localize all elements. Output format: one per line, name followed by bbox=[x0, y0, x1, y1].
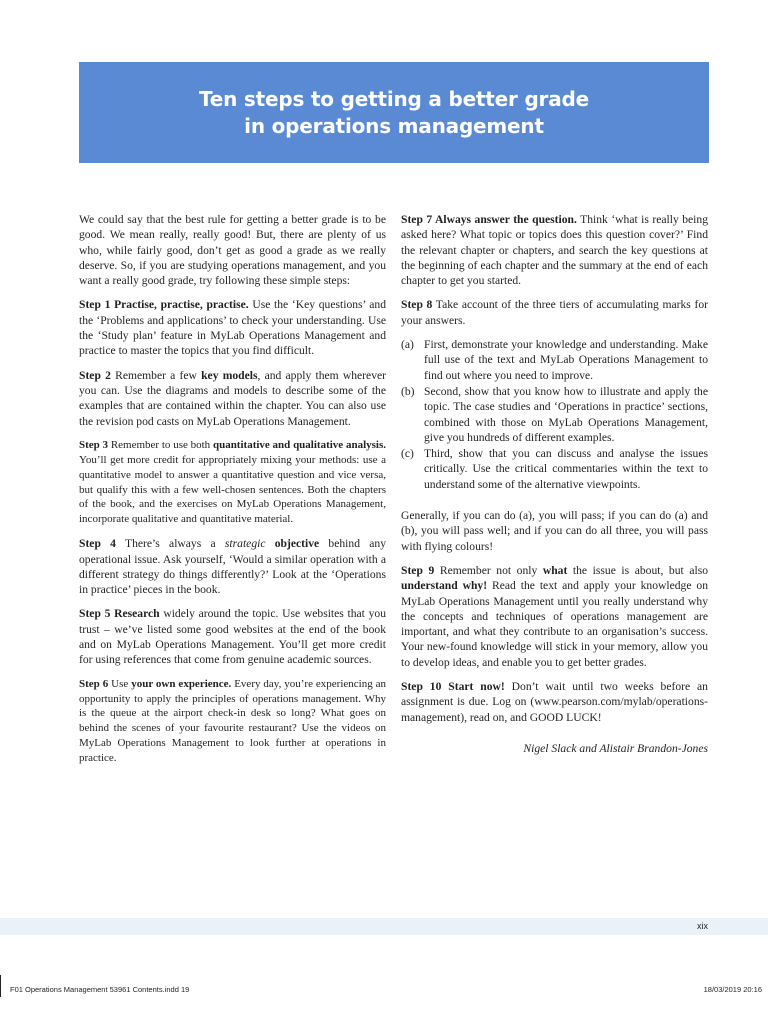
step-9-bold-2: understand why! bbox=[401, 579, 488, 593]
list-item-label: (a) bbox=[401, 338, 414, 352]
step-7 bbox=[401, 212, 708, 288]
step-9-text-c: Read the text and apply your knowledge on MyLab Operations Management until you really understand why the concepts and techniques of operations management are important, and what they contribute to an organisation’s success. Your new-found knowledge will stick in your memory, allow you to develop ideas, and enable you to get better grades. bbox=[401, 579, 708, 669]
slug-left: F01 Operations Management 53961 Contents.indd 19 bbox=[10, 985, 190, 994]
step-5-heading: Step 5 Research bbox=[79, 607, 160, 621]
step-4-text-b: behind any operational issue. Ask yourself, ‘Would a similar operation with a different strategy do things differently?’ Look at the ‘Operations in practice’ pieces in the book. bbox=[79, 537, 386, 597]
title-line-2: in operations management bbox=[244, 113, 544, 138]
step-4-bold: objective bbox=[265, 537, 320, 551]
intro-paragraph: We could say that the best rule for getting a better grade is to be good. We mean really, really good! But, there are plenty of us who, while fairly good, don’t get as good a grade as we really deserve. So, if you are studying operations management, and you want a really good grade, try following these simple steps: bbox=[79, 213, 386, 288]
list-item bbox=[401, 337, 708, 383]
list-item-label: (c) bbox=[401, 447, 414, 461]
step-3-text-a: Remember to use both bbox=[108, 438, 213, 451]
step-3 bbox=[79, 438, 386, 527]
step-2 bbox=[79, 368, 386, 429]
title-line-1: Ten steps to getting a better grade bbox=[198, 86, 589, 111]
step-7-heading: Step 7 Always answer the question. bbox=[401, 213, 577, 226]
list-item-text: Second, show that you know how to illustrate and apply the topic. The case studies and ‘Operations in practice’ sections, combined with those on MyLab Operations Management, give you hundreds of different examples. bbox=[424, 384, 708, 444]
step-3-bold: quantitative and qualitative analysis. bbox=[212, 438, 386, 451]
step-10-body: Don’t wait until two weeks before an assignment is due. Log on (www.pearson.com/mylab/operations-management), read on, and GOOD LUCK! bbox=[401, 680, 708, 724]
step-9-text-b: the issue is about, but also bbox=[567, 563, 708, 577]
step-3-label: Step 3 bbox=[79, 438, 109, 451]
step-7-body: Think ‘what is really being asked here? What topic or topics does this question cover?’ Find the relevant chapter or chapters, and search the key questions at the beginning of each chapter and the summary at the end of each chapter to get you started. bbox=[401, 213, 708, 288]
title-banner bbox=[79, 62, 709, 163]
footer-band bbox=[0, 918, 768, 935]
step-10-heading: Step 10 Start now! bbox=[401, 680, 505, 694]
step-9-label: Step 9 bbox=[401, 563, 435, 577]
step-8-body: Take account of the three tiers of accumulating marks for your answers. bbox=[401, 298, 708, 327]
step-6 bbox=[79, 677, 386, 766]
step-5 bbox=[79, 606, 386, 667]
generally-paragraph: Generally, if you can do (a), you will pass; if you can do (a) and (b), you will pass well; and if you can do all three, you will pass with flying colours! bbox=[401, 509, 708, 553]
step-10 bbox=[401, 679, 708, 725]
list-item bbox=[401, 384, 708, 445]
step-1-heading: Step 1 Practise, practise, practise. bbox=[79, 298, 249, 312]
step-9-text-a: Remember not only bbox=[434, 563, 543, 577]
step-6-text-a: Use bbox=[108, 677, 132, 690]
step-6-bold: your own experience. bbox=[131, 677, 232, 690]
left-column bbox=[79, 212, 386, 775]
step-4-text-a: There’s always a bbox=[115, 537, 225, 551]
step-9 bbox=[401, 563, 708, 670]
step-2-text-b: , and apply them wherever you can. Use the diagrams and models to describe some of the examples that are contained within the chapter. You can also use the revision pod casts on MyLab Operations Management. bbox=[79, 368, 386, 428]
tiers-list bbox=[401, 337, 708, 492]
list-item-text: First, demonstrate your knowledge and understanding. Make full use of the text and MyLab Operations Management to find out where you need to improve. bbox=[424, 338, 708, 382]
right-column bbox=[401, 212, 708, 756]
crop-mark bbox=[0, 975, 1, 997]
step-6-text-b: Every day, you’re experiencing an opportunity to apply the principles of operations management. Why is the queue at the airport check-in desk so long? What goes on behind the scenes of your favourite restaurant? Use the videos on MyLab Operations Management to look further at operations in practice. bbox=[79, 677, 387, 765]
step-2-label: Step 2 bbox=[79, 368, 111, 382]
step-2-text-a: Remember a few bbox=[110, 368, 202, 382]
author-signature: Nigel Slack and Alistair Brandon-Jones bbox=[523, 741, 708, 755]
step-4 bbox=[79, 536, 386, 597]
step-3-text-b: You’ll get more credit for appropriately mixing your methods: use a quantitative model to answer a quantitative question and vice versa, but qualify this with a few well-chosen sentences. Both the chapters of the book, and the exercises on MyLab Operations Management, incorporate qualitative and quantitative material. bbox=[79, 453, 386, 526]
step-1-body: Use the ‘Key questions’ and the ‘Problems and applications’ to check your understanding. Use the ‘Study plan’ feature in MyLab Operations Management and practice to master the topics that you find difficult. bbox=[79, 298, 386, 358]
step-1 bbox=[79, 297, 386, 358]
step-6-label: Step 6 bbox=[79, 677, 109, 690]
list-item-label: (b) bbox=[401, 384, 415, 398]
slug-right: 18/03/2019 20:16 bbox=[703, 985, 762, 994]
step-9-bold-1: what bbox=[542, 563, 568, 577]
step-2-bold: key models bbox=[201, 368, 258, 382]
step-8 bbox=[401, 297, 708, 328]
step-5-body: widely around the topic. Use websites that you trust – we’ve listed some good websites at the end of the book and on MyLab Operations Management. You’ll get more credit for using references that come from genuine academic sources. bbox=[79, 607, 387, 667]
page-number: xix bbox=[697, 921, 708, 931]
step-4-italic: strategic bbox=[224, 537, 266, 551]
list-item bbox=[401, 446, 708, 492]
step-8-label: Step 8 bbox=[401, 298, 433, 312]
step-4-label: Step 4 bbox=[79, 537, 116, 551]
list-item-text: Third, show that you can discuss and analyse the issues critically. Use the critical commentaries within the text to understand some of the alternative viewpoints. bbox=[424, 447, 708, 491]
